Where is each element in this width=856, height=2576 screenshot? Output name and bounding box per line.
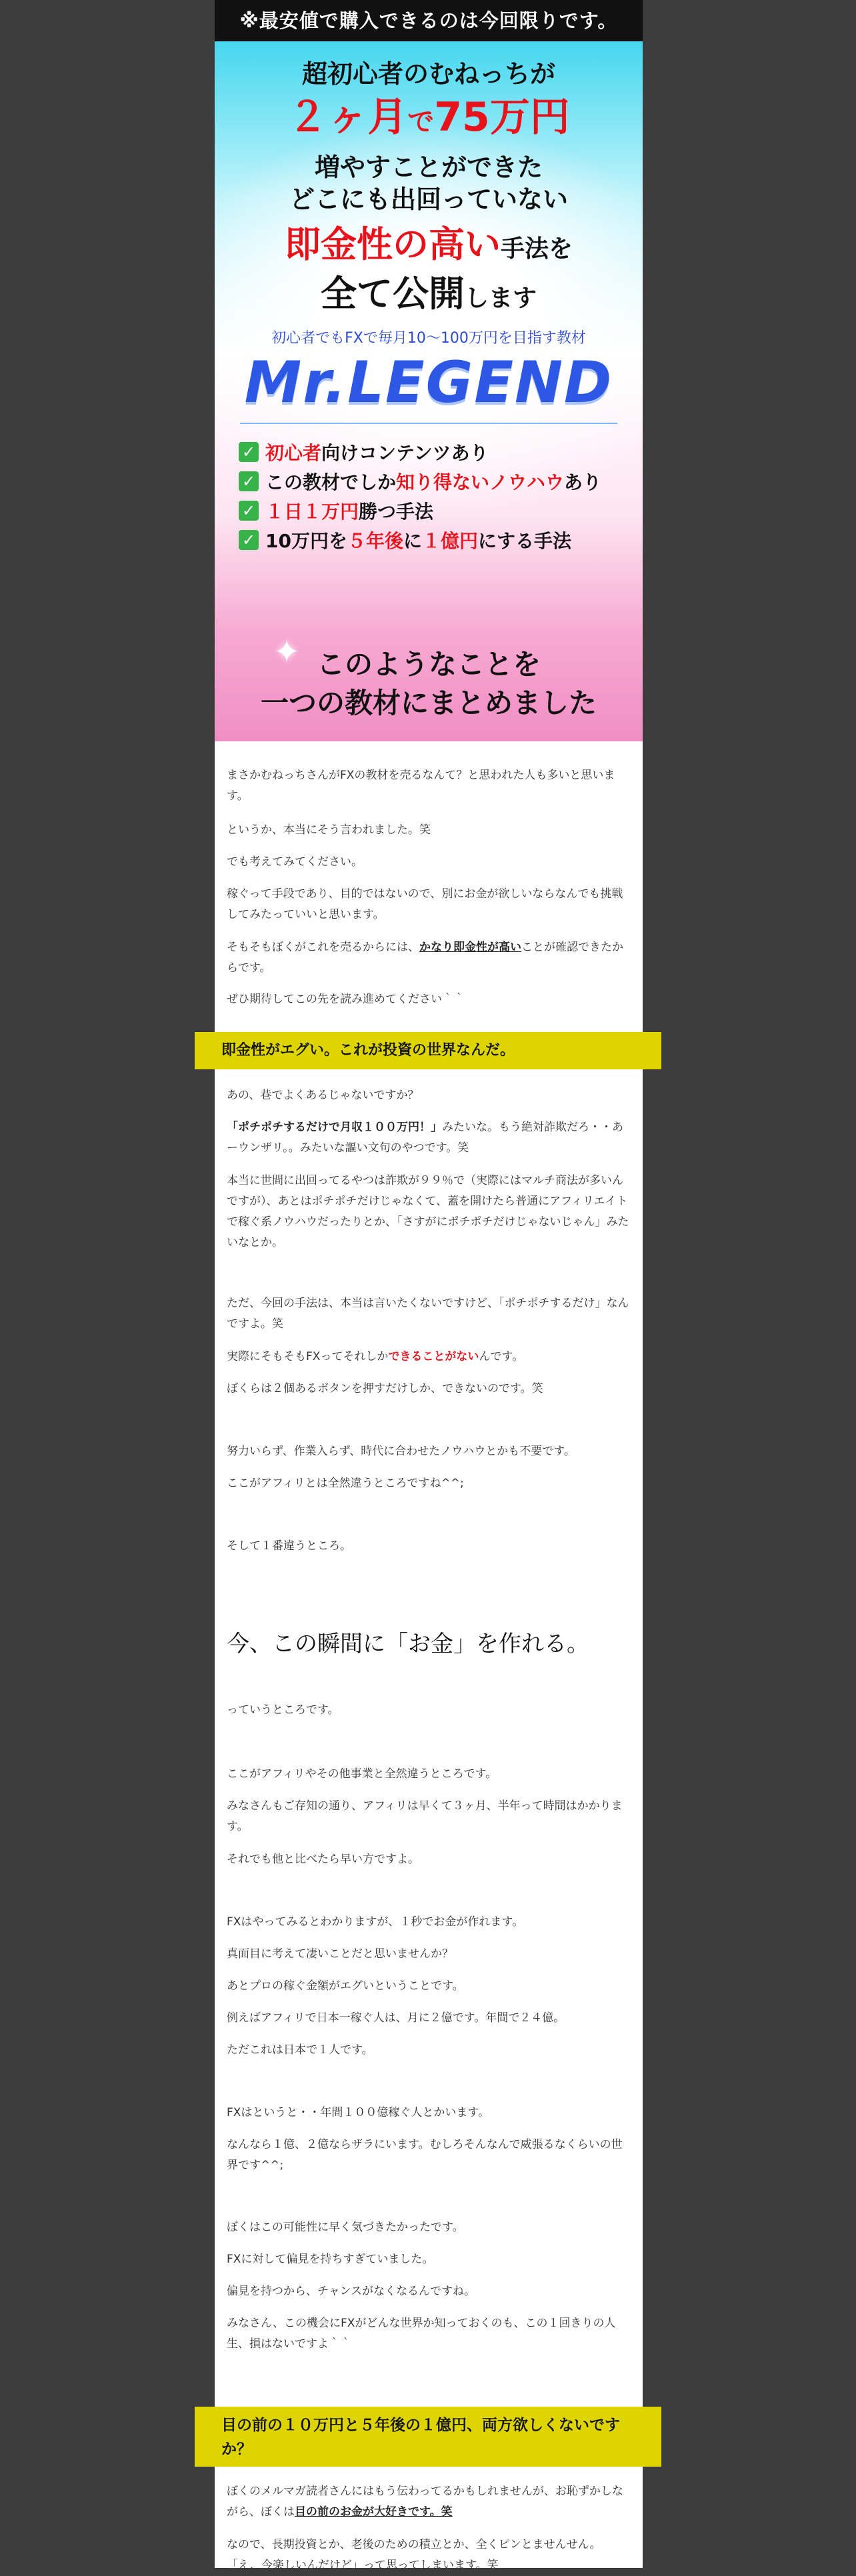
body-paragraph: 努力いらず、作業入らず、時代に合わせたノウハウとかも不要です。	[227, 1445, 575, 1458]
feature-text: あり	[564, 471, 602, 493]
hero-reveal: 全て公開	[320, 273, 465, 315]
check-icon: ✓	[239, 442, 259, 462]
body-paragraph: ここがアフィリやその他事業と全然違うところです。	[227, 1767, 497, 1781]
intro-paragraph: でも考えてみてください。	[227, 855, 363, 869]
feature-text: 向けコンテンツあり	[321, 442, 489, 464]
feature-highlight: １億円	[422, 530, 479, 552]
feature-item	[239, 496, 601, 525]
logo-box	[240, 349, 617, 424]
intro-paragraph: まさかむねっちさんがFXの教材を売るなんて？と思われた人も多いと思います。	[227, 769, 615, 803]
hero-section	[215, 41, 643, 741]
top-banner: ※最安値で購入できるのは今回限りです。	[215, 0, 643, 41]
check-icon: ✓	[239, 471, 259, 491]
body-paragraph: 本当に世間に出回ってるやつは詐欺が９９％で（実際にはマルチ商法が多いんですが）、あとはポチポチだけじゃなくて、蓋を開けたら普通にアフィリエイトで稼ぐ系ノウハウだったりとか、「さすがにポチポチだけじゃないじゃん」みたいなとか。	[227, 1174, 629, 1249]
intro-paragraph: 稼ぐって手段であり、目的ではないので、別にお金が欲しいならなんでも挑戦してみたっていいと思います。	[227, 887, 623, 921]
text-span: みたいな。もう絶対詐欺だろ・・あーウンザリ。。みたいな謳い文句のやつです。笑	[227, 1121, 623, 1155]
section-ribbon: 即金性がエグい。これが投資の世界なんだ。	[195, 1032, 661, 1069]
hero-closing-line2: 一つの教材にまとめました	[260, 687, 597, 719]
hero-line1: 超初心者のむねっちが	[301, 59, 555, 89]
text-span: ことが確認できたからです。	[227, 941, 623, 975]
intro-paragraph: というか、本当にそう言われました。笑	[227, 823, 431, 837]
feature-text: 10万円を	[265, 530, 347, 552]
feature-highlight: ５年後	[347, 530, 403, 552]
emphasis-heading: 今、この瞬間に「お金」を作れる。	[227, 1631, 589, 1657]
body-paragraph: ぼくはこの可能性に早く気づきたかったです。	[227, 2221, 464, 2234]
text-span: そもそもぼくがこれを売るからには、	[227, 941, 419, 954]
feature-highlight: １日１万円	[265, 501, 359, 523]
feature-highlight: 知り得ないノウハウ	[396, 471, 565, 493]
intro-paragraph	[227, 937, 629, 979]
body-paragraph: 偏見を持つから、チャンスがなくなるんですね。	[227, 2285, 475, 2298]
body-paragraph	[227, 1347, 629, 1367]
text-span: 実際にそもそもFXってそれしか	[227, 1350, 389, 1363]
hero-line5	[215, 216, 643, 267]
hero-line2	[215, 85, 643, 143]
text-span: んです。	[479, 1350, 524, 1363]
body-paragraph: 真面目に考えて凄いことだと思いませんか？	[227, 1947, 453, 1961]
body-paragraph: なので、長期投資とか、老後のための積立とか、全くピンとませんせん。「え、今楽しいんだけど」って思ってしまいます。笑	[227, 2538, 601, 2572]
body-paragraph	[227, 1117, 629, 1159]
hero-line4: どこにも出回っていない	[289, 185, 568, 214]
body-paragraph: それでも他と比べたら早い方ですよ。	[227, 1853, 419, 1866]
body-paragraph: みなさんもご存知の通り、アフィリは早くて３ヶ月、半年って時間はかかります。	[227, 1799, 623, 1833]
body-paragraph: FXはというと・・年間１００億稼ぐ人とかいます。	[227, 2106, 490, 2119]
body-paragraph	[227, 2481, 629, 2523]
hero-subtitle: 初心者でもFXで毎月10〜100万円を目指す教材	[271, 330, 586, 347]
body-paragraph: ただ、今回の手法は、本当は言いたくないですけど、「ポチポチするだけ」なんですよ。笑	[227, 1297, 629, 1331]
hero-reveal-suffix: します	[464, 285, 537, 312]
hero-period: ２ヶ月	[287, 94, 408, 141]
intro-paragraph: ぜひ期待してこの先を読み進めてください｀｀	[227, 993, 465, 1006]
feature-item	[239, 437, 601, 467]
hero-line3: 増やすことができた	[314, 153, 543, 182]
body-paragraph: あの、巷でよくあるじゃないですか？	[227, 1089, 419, 1102]
body-paragraph: 例えばアフィリで日本一稼ぐ人は、月に２億です。年間で２４億。	[227, 2011, 565, 2025]
hero-particle: で	[407, 107, 435, 137]
feature-text: この教材でしか	[265, 471, 397, 493]
feature-text: 勝つ手法	[359, 501, 434, 523]
feature-item	[239, 467, 601, 496]
highlight-text: できることがない	[388, 1350, 479, 1363]
body-paragraph: なんなら１億、２億ならザラにいます。むしろそんなんで威張るなくらいの世界です^^;	[227, 2138, 623, 2172]
underlined-text: かなり即金性が高い	[419, 941, 521, 954]
body-paragraph: FXに対して偏見を持ちすぎていました。	[227, 2253, 434, 2266]
bold-text: 「ポチポチするだけで月収１００万円！」	[227, 1121, 442, 1134]
hero-suffix: 手法を	[500, 235, 573, 263]
feature-text: にする手法	[478, 530, 572, 552]
hero-line6	[215, 265, 643, 317]
hero-closing-line1: このようなことを	[316, 648, 541, 681]
body-paragraph: ここがアフィリとは全然違うところですね^^;	[227, 1477, 464, 1490]
body-paragraph: ぼくらは２個あるボタンを押すだけしか、できないのです。笑	[227, 1382, 543, 1395]
section-ribbon: 目の前の１０万円と５年後の１億円、両方欲しくないですか？	[195, 2407, 661, 2467]
body-paragraph: みなさん、この機会にFXがどんな世界か知っておくのも、この１回きりの人生、損はないですよ｀｀	[227, 2317, 616, 2351]
body-paragraph: そして１番違うところ。	[227, 1539, 351, 1553]
underlined-text: 目の前のお金が大好きです。笑	[295, 2505, 453, 2519]
feature-text: に	[403, 530, 422, 552]
body-paragraph: FXはやってみるとわかりますが、１秒でお金が作れます。	[227, 1915, 524, 1929]
hero-amount: 75万円	[434, 94, 570, 141]
feature-highlight: 初心者	[265, 442, 322, 464]
product-logo: Mr.LEGEND	[244, 349, 613, 416]
body-paragraph: っていうところです。	[227, 1703, 339, 1717]
feature-item	[239, 525, 601, 555]
hero-highlight: 即金性の高い	[284, 223, 501, 265]
check-icon: ✓	[239, 501, 259, 521]
feature-checklist	[239, 437, 601, 555]
sparkle-icon: ✦	[273, 633, 301, 671]
body-paragraph: ただこれは日本で１人です。	[227, 2043, 373, 2057]
text-span: ぼくのメルマガ読者さんにはもう伝わってるかもしれませんが、お恥ずかしながら、ぼくは	[227, 2485, 623, 2519]
check-icon: ✓	[239, 530, 259, 550]
body-paragraph: あとプロの稼ぐ金額がエグいということです。	[227, 1979, 464, 1993]
